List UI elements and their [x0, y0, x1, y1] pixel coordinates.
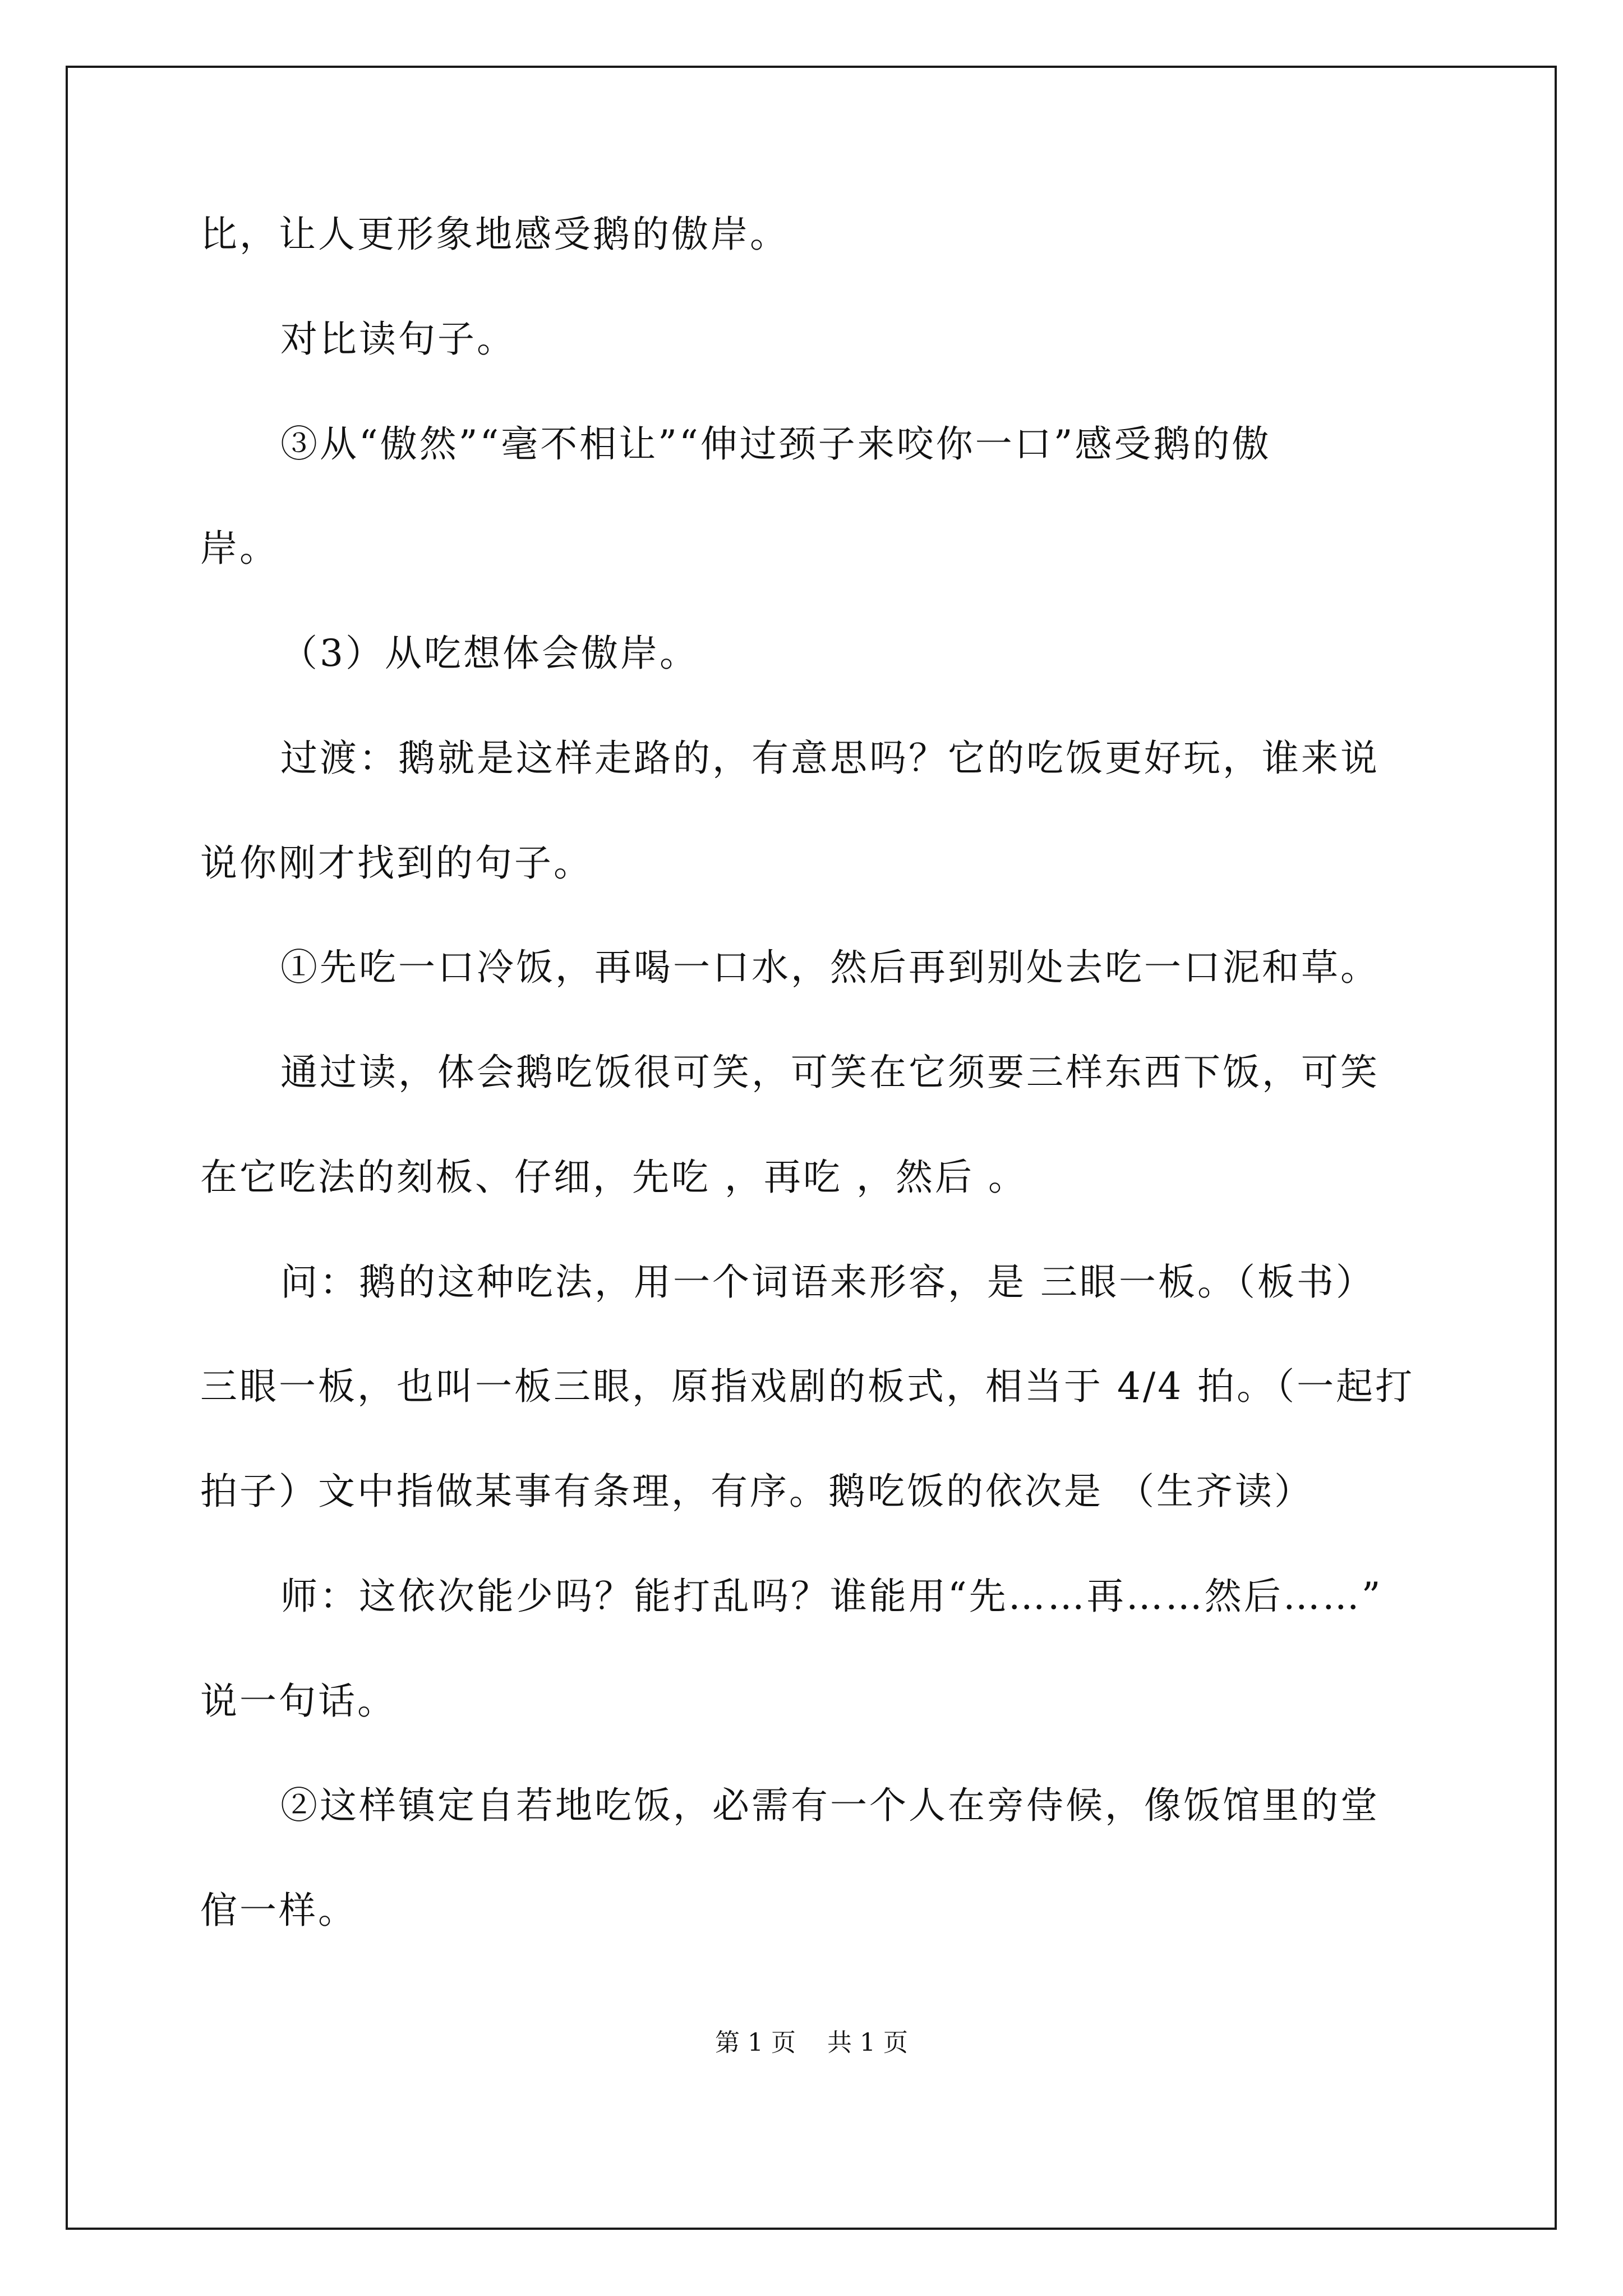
text-line: 三眼一板，也叫一板三眼，原指戏剧的板式，相当于 4/4 拍。（一起打 [200, 1365, 1415, 1408]
text-line: 倌一样。 [200, 1889, 357, 1932]
text-line: ②这样镇定自若地吃饭，必需有一个人在旁侍候，像饭馆里的堂 [280, 1784, 1380, 1827]
text-line: 说你刚才找到的句子。 [200, 841, 593, 885]
page-footer [0, 2026, 1623, 2060]
text-line: 通过读，体会鹅吃饭很可笑，可笑在它须要三样东西下饭，可笑 [280, 1051, 1380, 1094]
text-line: 说一句话。 [200, 1680, 396, 1723]
text-line: 拍子）文中指做某事有条理，有序。鹅吃饭的依次是 （生齐读） [200, 1470, 1313, 1513]
text-line: 师：这依次能少吗？能打乱吗？谁能用“先……再……然后……” [280, 1575, 1383, 1618]
text-line: 过渡：鹅就是这样走路的，有意思吗？它的吃饭更好玩，谁来说 [280, 737, 1380, 780]
page-total: 共 1 页 [827, 2028, 908, 2057]
text-line: 岸。 [200, 527, 279, 570]
text-line: （3）从吃想体会傲岸。 [280, 632, 699, 675]
text-line: ①先吃一口冷饭，再喝一口水，然后再到别处去吃一口泥和草。 [280, 946, 1380, 989]
text-line: 在它吃法的刻板、仔细，先吃 ，再吃 ，然后 。 [200, 1156, 1027, 1199]
text-line: 问：鹅的这种吃法，用一个词语来形容，是 三眼一板。（板书） [280, 1260, 1375, 1304]
text-line: ③从“傲然”“毫不相让”“伸过颈子来咬你一口”感受鹅的傲 [280, 422, 1271, 466]
text-line: 比，让人更形象地感受鹅的傲岸。 [200, 213, 789, 256]
text-line: 对比读句子。 [280, 318, 516, 361]
page-number: 第 1 页 [715, 2028, 796, 2057]
